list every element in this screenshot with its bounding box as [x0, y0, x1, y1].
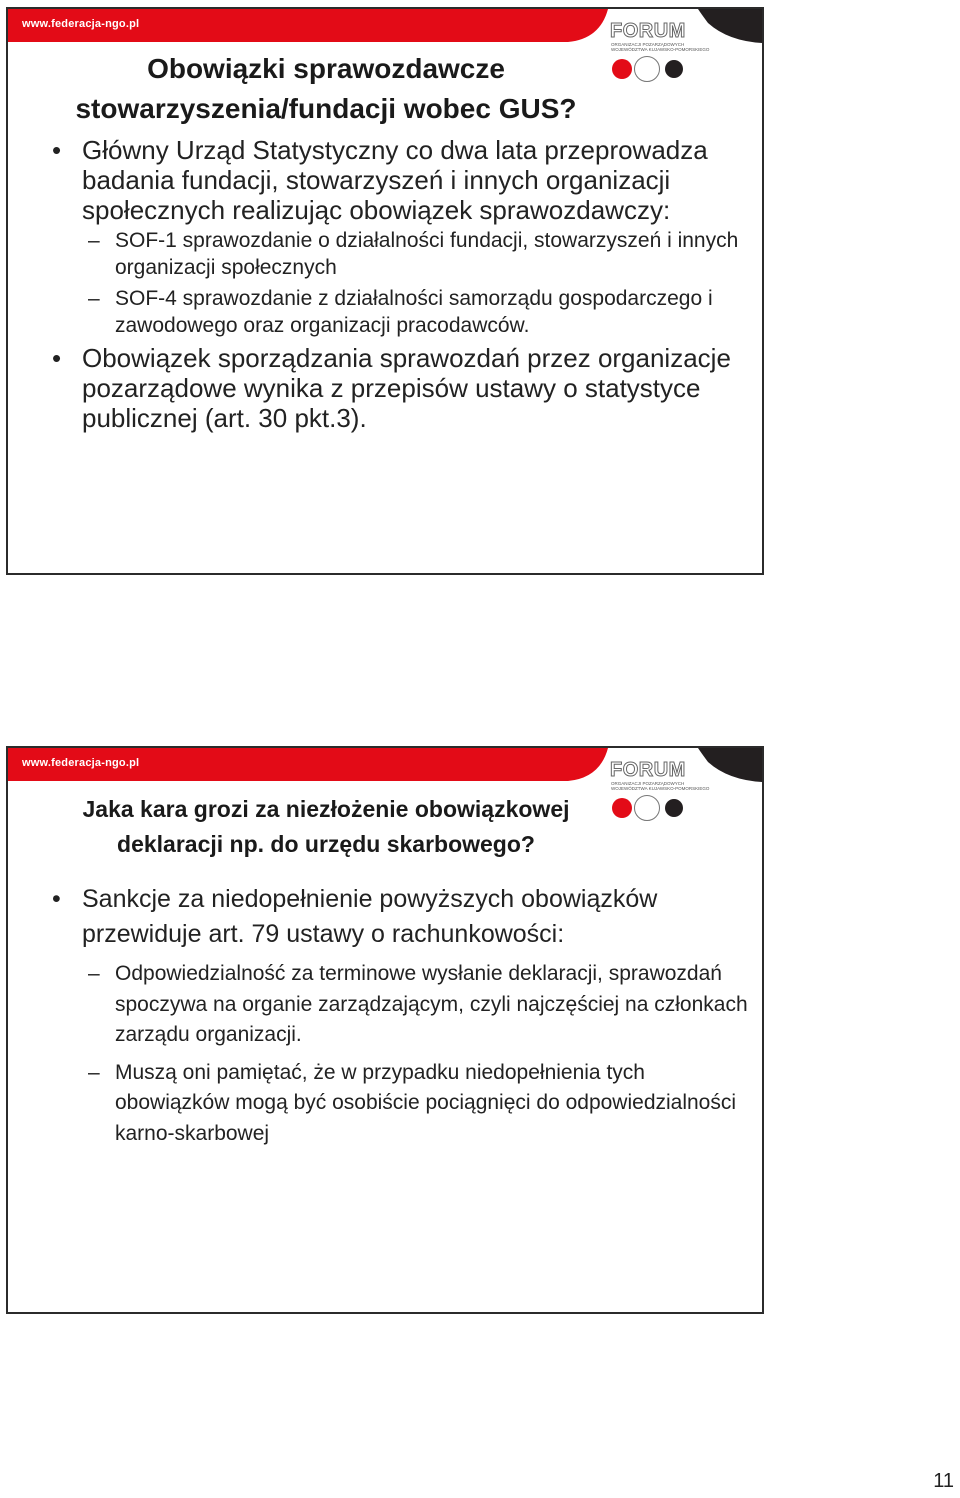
page-number: 11 — [933, 1470, 954, 1492]
bullet-dot-icon: • — [52, 343, 62, 373]
white-dot-icon — [634, 56, 660, 82]
bullet-text: Główny Urząd Statystyczny co dwa lata przeprowadza badania fundacji, stowarzyszeń i innych organizacji społecznych realizując obowiązek sprawozdawczy: — [82, 135, 708, 225]
slide-title-line-2: deklaracji np. do urzędu skarbowego? — [117, 831, 535, 857]
bullet-list — [8, 882, 762, 1149]
red-dot-icon — [612, 59, 632, 79]
dash-icon: – — [88, 962, 100, 985]
sub-bullet-text: SOF-1 sprawozdanie o działalności fundacji, stowarzyszeń i innych organizacji społecznych — [115, 229, 739, 279]
sub-bullet-item — [8, 1058, 762, 1150]
slide-title — [56, 49, 596, 129]
bullet-item — [8, 882, 762, 952]
slide-title-line-1: Obowiązki sprawozdawcze — [147, 53, 505, 84]
bullet-item — [8, 343, 762, 433]
dash-icon: – — [88, 287, 100, 310]
bullet-list — [8, 135, 762, 433]
bullet-text: Sankcje za niedopełnienie powyższych obowiązków przewiduje art. 79 ustawy o rachunkowości: — [82, 885, 658, 948]
sub-bullet-item — [8, 285, 762, 339]
forum-logo — [610, 20, 710, 81]
dash-icon: – — [88, 229, 100, 252]
sub-bullet-text: Muszą oni pamiętać, że w przypadku niedopełnienia tych obowiązków mogą być osobiście pociągnięci do odpowiedzialności karno-skarbowej — [115, 1060, 737, 1145]
white-dot-icon — [634, 795, 660, 821]
bullet-item — [8, 135, 762, 225]
forum-logo — [610, 759, 710, 820]
black-dot-icon — [665, 60, 683, 78]
bullet-dot-icon: • — [52, 885, 61, 913]
logo-subtitle: ORGANIZACJI POZARZĄDOWYCH WOJEWÓDZTWA KUJAWSKO-POMORSKIEGO — [611, 781, 710, 791]
slide-1 — [6, 7, 764, 575]
sub-bullet-item — [8, 227, 762, 281]
website-url: www.federacja-ngo.pl — [22, 18, 140, 30]
slide-title-line-1: Jaka kara grozi za niezłożenie obowiązkowej — [82, 796, 570, 822]
sub-bullet-item — [8, 959, 762, 1051]
black-dot-icon — [665, 799, 683, 817]
bullet-dot-icon: • — [52, 135, 62, 165]
dash-icon: – — [88, 1060, 100, 1084]
bullet-text: Obowiązek sporządzania sprawozdań przez organizacje pozarządowe wynika z przepisów ustawy o statystyce publicznej (art. 30 pkt.3). — [82, 343, 731, 433]
slide-title-line-2: stowarzyszenia/fundacji wobec GUS? — [75, 93, 577, 124]
website-url: www.federacja-ngo.pl — [22, 757, 140, 769]
slide-2 — [6, 746, 764, 1314]
logo-wordmark: FORUM — [610, 759, 686, 781]
red-dot-icon — [612, 798, 632, 818]
logo-wordmark: FORUM — [610, 20, 686, 42]
sub-bullet-text: SOF-4 sprawozdanie z działalności samorządu gospodarczego i zawodowego oraz organizacji pracodawców. — [115, 287, 713, 337]
sub-bullet-text: Odpowiedzialność za terminowe wysłanie deklaracji, sprawozdań spoczywa na organie zarządzającym, czyli najczęściej na członkach zarządu organizacji. — [115, 962, 748, 1046]
logo-subtitle: ORGANIZACJI POZARZĄDOWYCH WOJEWÓDZTWA KUJAWSKO-POMORSKIEGO — [611, 42, 710, 52]
slide-title — [56, 792, 596, 862]
